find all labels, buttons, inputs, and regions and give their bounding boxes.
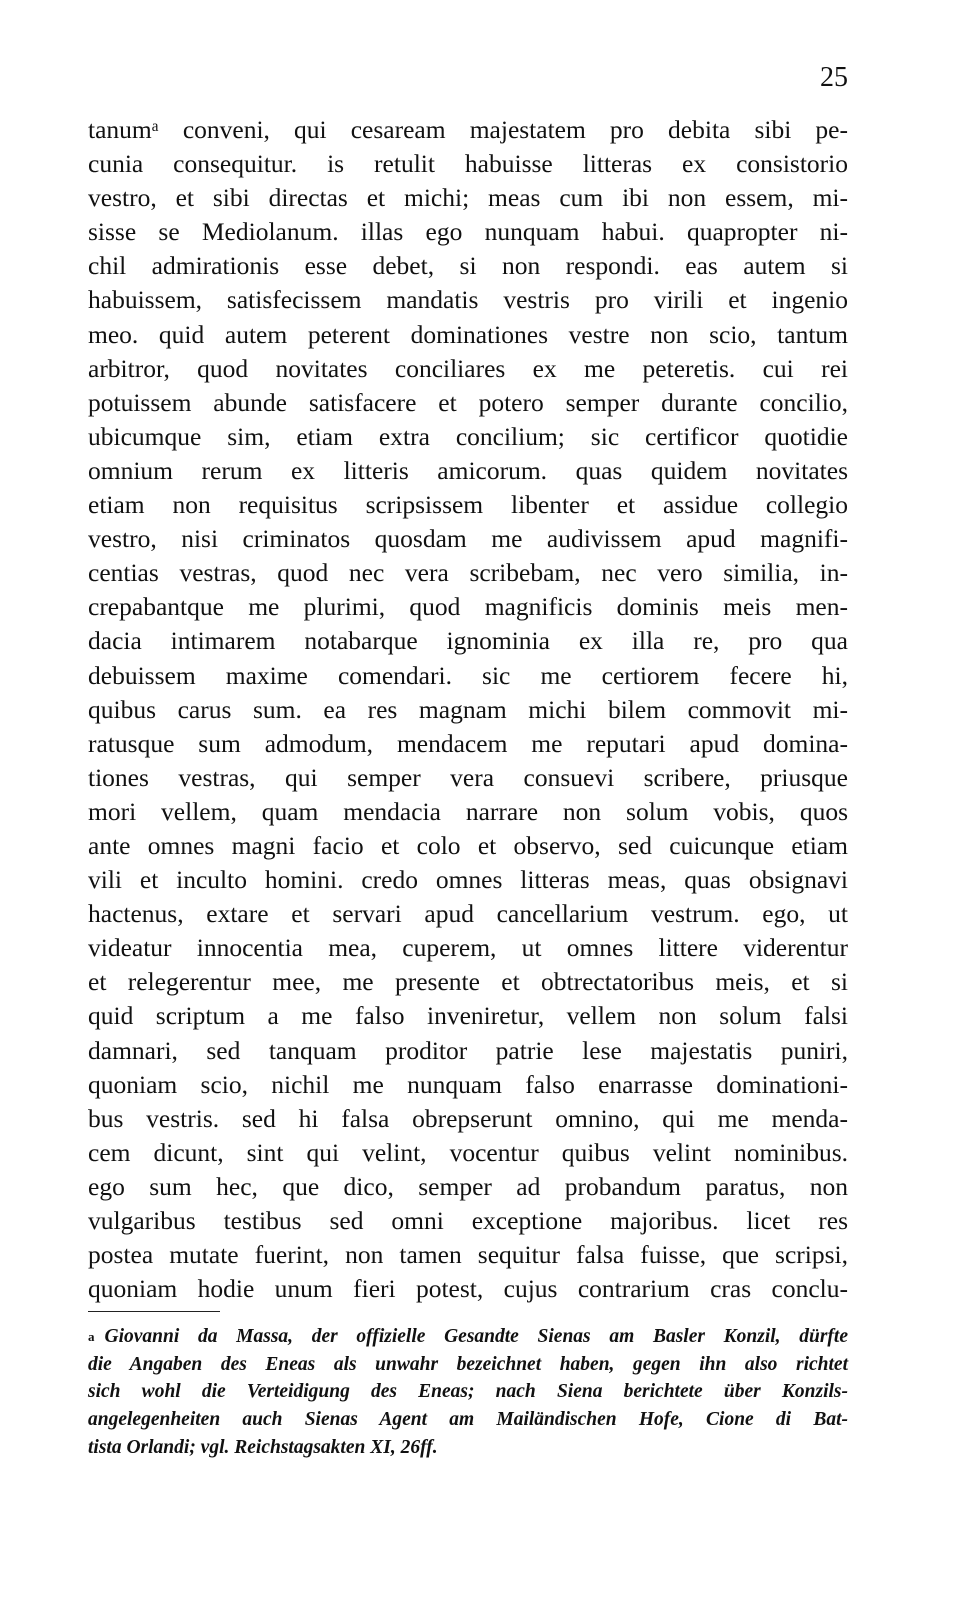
page-number: 25 bbox=[820, 62, 848, 93]
body-line: vestro, et sibi directas et michi; meas cum ibi non essem, mi- bbox=[88, 183, 848, 213]
body-line: vili et inculto homini. credo omnes litteras meas, quas obsignavi bbox=[88, 865, 848, 895]
body-line: bus vestris. sed hi falsa obrepserunt omnino, qui me menda- bbox=[88, 1103, 848, 1133]
body-line: chil admirationis esse debet, si non respondi. eas autem si bbox=[88, 251, 848, 281]
footnote-divider bbox=[88, 1311, 220, 1312]
footnote-line: sich wohl die Verteidigung des Eneas; nach Siena berichtete über Konzils- bbox=[88, 1381, 848, 1403]
footnote-text: Giovanni da Massa, der offizielle Gesandte Sienas am Basler Konzil, dürfte bbox=[104, 1326, 848, 1347]
body-line: potuissem abunde satisfacere et potero semper durante concilio, bbox=[88, 387, 848, 417]
body-line: cunia consequitur. is retulit habuisse litteras ex consistorio bbox=[88, 149, 848, 179]
body-line: habuissem, satisfecissem mandatis vestris pro virili et ingenio bbox=[88, 285, 848, 315]
body-line: dacia intimarem notabarque ignominia ex illa re, pro qua bbox=[88, 626, 848, 656]
body-line: ratusque sum admodum, mendacem me reputari apud domina- bbox=[88, 728, 848, 758]
body-line: ego sum hec, que dico, semper ad probandum paratus, non bbox=[88, 1171, 848, 1201]
body-text bbox=[88, 113, 848, 1306]
body-line: debuissem maxime comendari. sic me certiorem fecere hi, bbox=[88, 660, 848, 690]
body-line: videatur innocentia mea, cuperem, ut omnes littere viderentur bbox=[88, 933, 848, 963]
body-line: vestro, nisi criminatos quosdam me audivissem apud magnifi- bbox=[88, 524, 848, 554]
footnote-marker: a bbox=[88, 1329, 95, 1344]
body-line: quid scriptum a me falso inveniretur, vellem non solum falsi bbox=[88, 1001, 848, 1031]
body-line: crepabantque me plurimi, quod magnificis dominis meis men- bbox=[88, 592, 848, 622]
footnote-line: tista Orlandi; vgl. Reichstagsakten XI, 26ff. bbox=[88, 1436, 438, 1458]
footnotes bbox=[88, 1323, 848, 1461]
footnote-line: angelegenheiten auch Sienas Agent am Mailändischen Hofe, Cione di Bat- bbox=[88, 1409, 848, 1431]
body-line: meo. quid autem peterent dominationes vestre non scio, tantum bbox=[88, 319, 848, 349]
body-line: ante omnes magni facio et colo et observo, sed cuicunque etiam bbox=[88, 830, 848, 860]
body-line: damnari, sed tanquam proditor patrie lese majestatis puniri, bbox=[88, 1035, 848, 1065]
body-line: omnium rerum ex litteris amicorum. quas quidem novitates bbox=[88, 455, 848, 485]
body-line: tiones vestras, qui semper vera consuevi scribere, priusque bbox=[88, 762, 848, 792]
body-line: ubicumque sim, etiam extra concilium; sic certificor quotidie bbox=[88, 421, 848, 451]
body-line: tanumᵃ conveni, qui cesaream majestatem pro debita sibi pe- bbox=[88, 115, 848, 144]
body-line: hactenus, extare et servari apud cancellarium vestrum. ego, ut bbox=[88, 899, 848, 929]
body-line: etiam non requisitus scripsissem libenter et assidue collegio bbox=[88, 490, 848, 520]
body-line: mori vellem, quam mendacia narrare non solum vobis, quos bbox=[88, 796, 848, 826]
body-line: sisse se Mediolanum. illas ego nunquam habui. quapropter ni- bbox=[88, 217, 848, 247]
body-line: cem dicunt, sint qui velint, vocentur quibus velint nominibus. bbox=[88, 1137, 848, 1167]
body-line: vulgaribus testibus sed omni exceptione majoribus. licet res bbox=[88, 1206, 848, 1235]
body-line: postea mutate fuerint, non tamen sequitur falsa fuisse, que scripsi, bbox=[88, 1240, 848, 1270]
body-line: quoniam hodie unum fieri potest, cujus contrarium cras conclu- bbox=[88, 1274, 848, 1304]
body-line: quoniam scio, nichil me nunquam falso enarrasse dominationi- bbox=[88, 1069, 848, 1099]
footnote-line bbox=[88, 1323, 848, 1351]
body-line: et relegerentur mee, me presente et obtrectatoribus meis, et si bbox=[88, 967, 848, 997]
body-line: centias vestras, quod nec vera scribebam, nec vero similia, in- bbox=[88, 558, 848, 588]
footnote-line: die Angaben des Eneas als unwahr bezeichnet haben, gegen ihn also richtet bbox=[88, 1353, 848, 1375]
body-line: quibus carus sum. ea res magnam michi bilem commovit mi- bbox=[88, 694, 848, 724]
body-line: arbitror, quod novitates conciliares ex me peteretis. cui rei bbox=[88, 353, 848, 383]
